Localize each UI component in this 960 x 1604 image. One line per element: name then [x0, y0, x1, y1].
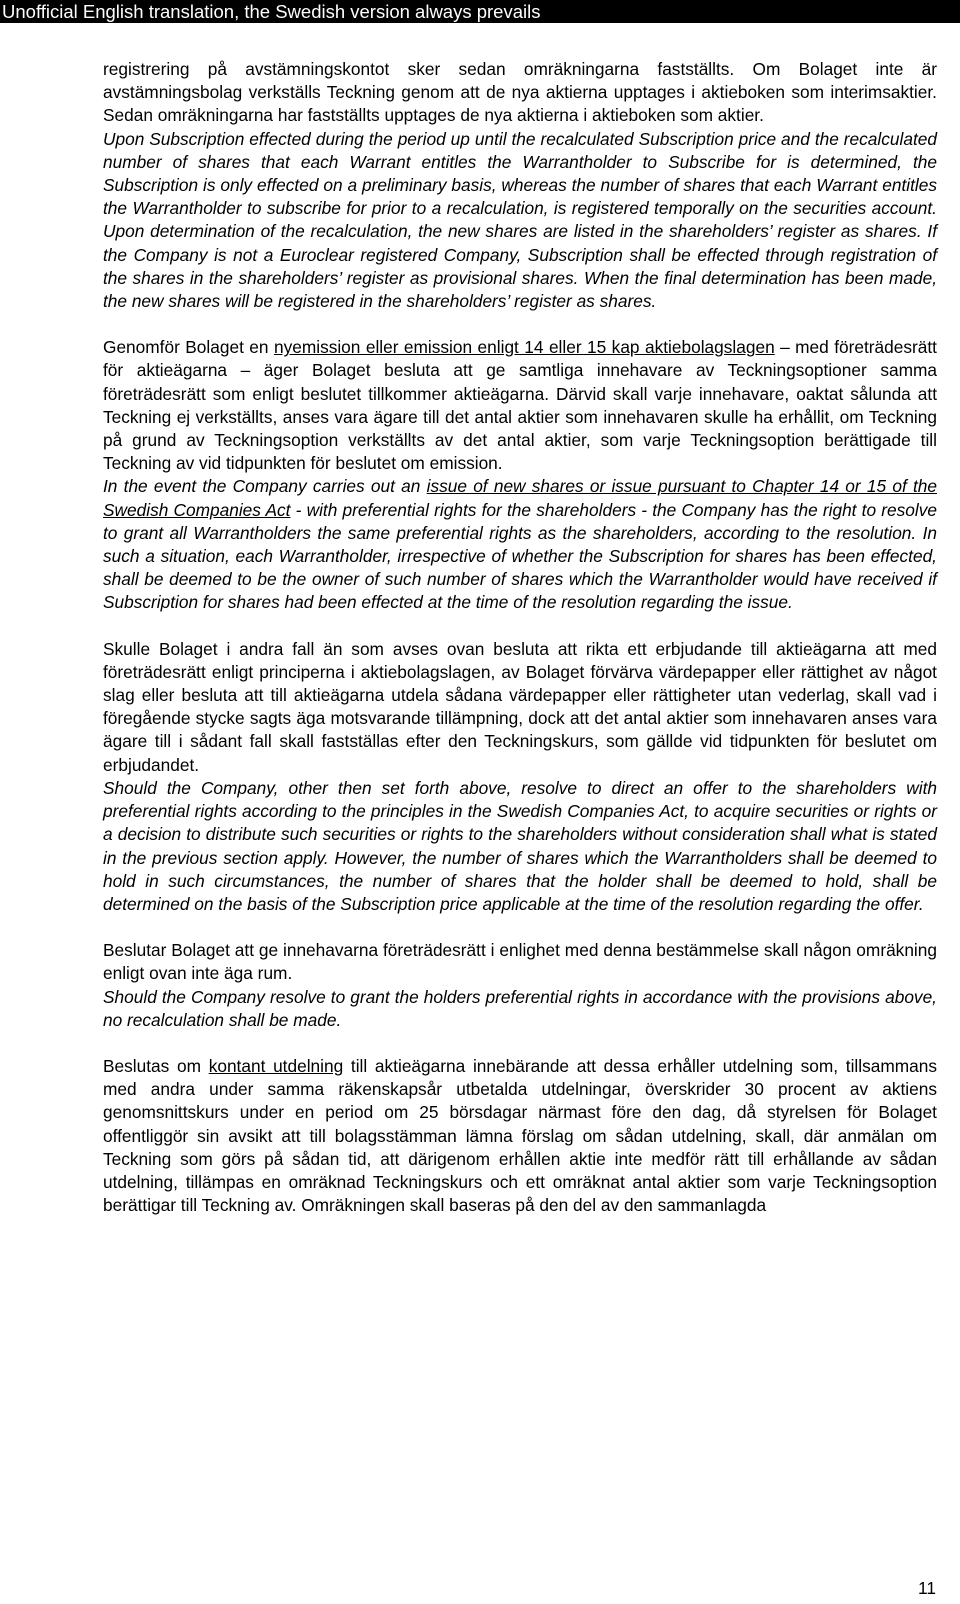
paragraph-english-3: Should the Company, other then set forth above, resolve to direct an offer to the shareholders with preferential rights according to the principles in the Swedish Companies Act, to acquire securities or rights or a decision to distribute such securities or rights to the shareholders without consideration shall what is stated in the previous section apply. However, the number of shares which the Warrantholders shall be deemed to hold in such circumstances, the number of shares that the holder shall be deemed to hold, shall be determined on the basis of the Subscription price applicable at the time of the resolution regarding the offer. [103, 777, 937, 914]
text-run: Genomför Bolaget en [103, 337, 274, 358]
paragraph-english-2 [103, 475, 937, 614]
document-body [103, 58, 937, 1217]
paragraph-swedish-3: Skulle Bolaget i andra fall än som avses ovan besluta att rikta ett erbjudande till aktieägarna att med företrädesrätt enligt principerna i aktiebolagslagen, av Bolaget förvärva värdepapper eller rättighet av något slag eller besluta att till aktieägarna utdela sådana värdepapper eller rättigheter utan vederlag, skall vad i föregående stycke sagts äga motsvarande tillämpning, dock att det antal aktier som innehavaren anses vara ägare till i sådant fall skall fastställas efter den Teckningskurs, som gällde vid tidpunkten för beslutet om erbjudandet. [103, 638, 937, 775]
legal-reference-link[interactable]: nyemission eller emission enligt 14 eller 15 kap aktiebolagslagen [273, 337, 775, 358]
paragraph-swedish-5 [103, 1055, 937, 1217]
paragraph-english-1: Upon Subscription effected during the period up until the recalculated Subscription price and the recalculated number of shares that each Warrant entitles the Warrantholder to Subscribe for is determined, the Subscription is only effected on a preliminary basis, whereas the number of shares that each Warrant entitles the Warrantholder to subscribe for prior to a recalculation, is registered temporally on the securities account. Upon determination of the recalculation, the new shares are listed in the shareholders’ register as shares. If the Company is not a Euroclear registered Company, Subscription shall be effected through registration of the shares in the shareholders’ register as provisional shares. When the final determination has been made, the new shares will be registered in the shareholders’ register as shares. [103, 128, 937, 312]
text-run: Beslutas om [103, 1055, 209, 1076]
legal-reference-link[interactable]: issue of new shares or issue pursuant to Chapter 14 or 15 of the Swedish Companies Act [103, 476, 938, 520]
text-run: In the event the Company carries out an [103, 476, 427, 497]
paragraph-swedish-2 [103, 336, 937, 475]
paragraph-swedish-1: registrering på avstämningskontot sker sedan omräkningarna fastställts. Om Bolaget inte är avstämningsbolag verkställs Teckning genom att de nya aktierna upptages i aktieboken som interimsaktier. Sedan omräkningarna har fastställts upptages de nya aktierna i aktieboken som aktier. [103, 59, 937, 126]
text-run: – med företrädesrätt för aktieägarna – äger Bolaget besluta att ge samtliga innehavare av Teckningsoptioner samma företrädesrätt som enligt beslutet tillkommer aktieägarna. Därvid skall varje innehavare, oaktat sålunda att Teckning ej verkställts, anses vara ägare till det antal aktier som innehavaren skulle ha erhållit, om Teckning på grund av Teckningsoption verkställts av det antal aktier, som varje Teckningsoption berättigade till Teckning av vid tidpunkten för beslutet om emission. [103, 337, 937, 474]
text-run: till aktieägarna innebärande att dessa erhåller utdelning som, tillsammans med andra under samma räkenskapsår utbetalda utdelningar, överskrider 30 procent av aktiens genomsnittskurs under en period om 25 börsdagar närmast före den dag, då styrelsen för Bolaget offentliggör sin avsikt att till bolagsstämman lämna förslag om sådan utdelning, skall, där anmälan om Teckning som görs på sådan tid, att därigenom erhållen aktie inte medför rätt till erhållande av sådan utdelning, tillämpas en omräknad Teckningskurs och ett omräknat antal aktier som varje Teckningsoption berättigar till Teckning av. Omräkningen skall baseras på den del av den sammanlagda [103, 1055, 937, 1216]
translation-notice-banner: Unofficial English translation, the Swedish version always prevails [0, 0, 960, 23]
cash-dividend-link[interactable]: kontant utdelning [208, 1055, 344, 1076]
paragraph-swedish-4: Beslutar Bolaget att ge innehavarna företrädesrätt i enlighet med denna bestämmelse skall någon omräkning enligt ovan inte äga rum. [103, 940, 937, 984]
paragraph-english-4: Should the Company resolve to grant the holders preferential rights in accordance with the provisions above, no recalculation shall be made. [103, 986, 937, 1030]
text-run: - with preferential rights for the shareholders - the Company has the right to resolve to grant all Warrantholders the same preferential rights as the shareholders, according to the resolution. In such a situation, each Warrantholder, irrespective of whether the Subscription for shares has been effected, shall be deemed to be the owner of such number of shares which the Warrantholder would have received if Subscription for shares had been effected at the time of the resolution regarding the issue. [103, 499, 937, 613]
page-number: 11 [918, 1578, 936, 1598]
